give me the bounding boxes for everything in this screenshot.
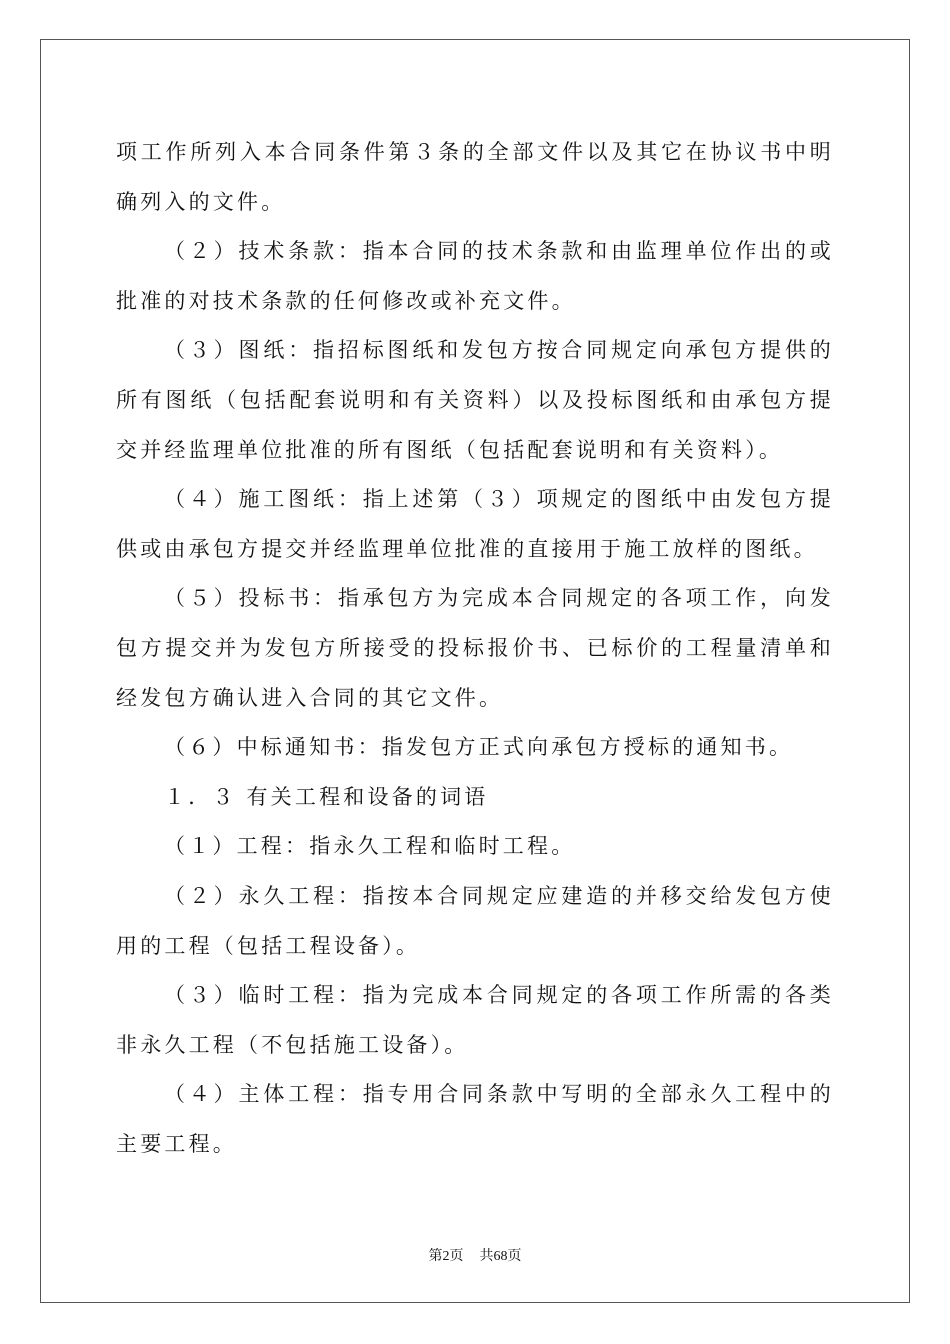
paragraph-construction-drawings: （４）施工图纸：指上述第（３）项规定的图纸中由发包方提供或由承包方提交并经监理单位批准的直接用于施工放样的图纸。: [116, 487, 834, 561]
document-body: [116, 128, 834, 1169]
paragraph-permanent-works: （２）永久工程：指按本合同规定应建造的并移交给发包方使用的工程（包括工程设备）。: [116, 883, 834, 958]
section-heading-1-3: １．３ 有关工程和设备的词语: [164, 784, 489, 809]
page-total: 共68页: [479, 1249, 522, 1264]
page-number: 第2页: [428, 1249, 464, 1264]
paragraph-works: （１）工程：指永久工程和临时工程。: [164, 834, 576, 859]
paragraph-technical-terms: （２）技术条款：指本合同的技术条款和由监理单位作出的或批准的对技术条款的任何修改或补充文件。: [116, 239, 834, 313]
paragraph-continuation: 项工作所列入本合同条件第３条的全部文件以及其它在协议书中明确列入的文件。: [116, 140, 834, 214]
paragraph-tender: （５）投标书：指承包方为完成本合同规定的各项工作，向发包方提交并为发包方所接受的投标报价书、已标价的工程量清单和经发包方确认进入合同的其它文件。: [116, 586, 834, 710]
page-footer: [0, 1245, 950, 1265]
paragraph-award-notice: （６）中标通知书：指发包方正式向承包方授标的通知书。: [164, 735, 794, 760]
paragraph-drawings: （３）图纸：指招标图纸和发包方按合同规定向承包方提供的所有图纸（包括配套说明和有关资料）以及投标图纸和由承包方提交并经监理单位批准的所有图纸（包括配套说明和有关资料）。: [116, 338, 834, 462]
paragraph-main-works: （４）主体工程：指专用合同条款中写明的全部永久工程中的主要工程。: [116, 1082, 834, 1156]
paragraph-temporary-works: （３）临时工程：指为完成本合同规定的各项工作所需的各类非永久工程（不包括施工设备）。: [116, 983, 834, 1057]
